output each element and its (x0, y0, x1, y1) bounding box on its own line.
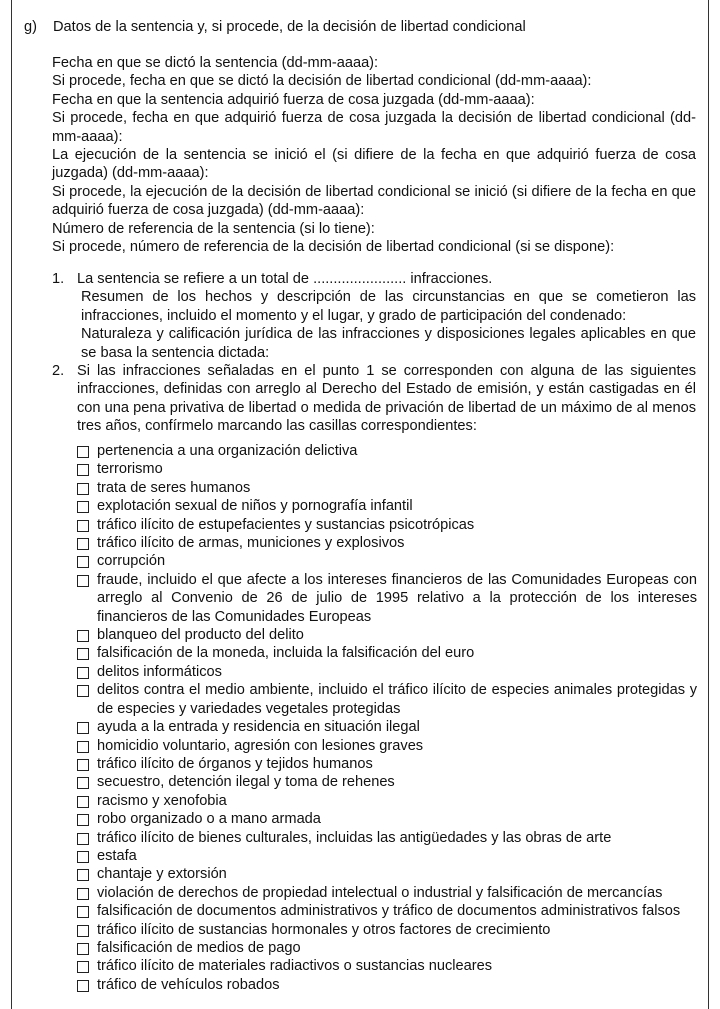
offence-label: robo organizado o a mano armada (97, 811, 321, 828)
item-text: Resumen de los hechos y descripción de las circunstancias en que se cometieron las infracciones, incluido el momento y el lugar, y grado de participación del condenado: (81, 289, 696, 324)
field-label: Número de referencia de la sentencia (si lo tiene): (52, 220, 375, 237)
offence-item (77, 902, 697, 920)
offence-label: homicidio voluntario, agresión con lesiones graves (97, 737, 424, 754)
offence-label: estafa (97, 847, 137, 864)
offence-label: falsificación de la moneda, incluida la falsificación del euro (97, 645, 475, 662)
item-text: Naturaleza y calificación jurídica de las infracciones y disposiciones legales aplicables en que se basa la sentencia dictada: (81, 326, 696, 361)
section-heading (24, 18, 526, 36)
offence-item (77, 755, 697, 773)
date-fields (52, 54, 696, 256)
checkbox[interactable] (77, 685, 89, 697)
checkbox[interactable] (77, 888, 89, 900)
field-label: Si procede, fecha en que adquirió fuerza de cosa juzgada la decisión de libertad condicional (dd-mm-aaaa): (52, 110, 696, 145)
offence-item (77, 479, 697, 497)
offence-label: tráfico ilícito de materiales radiactivos o sustancias nucleares (97, 958, 493, 975)
checkbox[interactable] (77, 980, 89, 992)
offence-label: ayuda a la entrada y residencia en situación ilegal (97, 719, 420, 736)
numbered-item (52, 270, 696, 362)
offence-label: delitos contra el medio ambiente, incluido el tráfico ilícito de especies animales protegidas y de especies y variedades vegetales protegidas (97, 682, 697, 717)
offence-label: tráfico ilícito de armas, municiones y explosivos (97, 535, 405, 552)
item-number: 2. (52, 363, 65, 380)
checkbox[interactable] (77, 814, 89, 826)
checkbox[interactable] (77, 483, 89, 495)
offence-label: racismo y xenofobia (97, 792, 227, 809)
offence-item (77, 792, 697, 810)
offence-label: tráfico ilícito de estupefacientes y sustancias psicotrópicas (97, 516, 475, 533)
offence-label: violación de derechos de propiedad intelectual o industrial y falsificación de mercancías (97, 884, 663, 901)
numbered-item (52, 362, 696, 436)
offence-label: trata de seres humanos (97, 479, 251, 496)
offence-item (77, 718, 697, 736)
numbered-items (52, 270, 696, 436)
offence-item (77, 442, 697, 460)
offence-item (77, 810, 697, 828)
offence-item (77, 534, 697, 552)
offence-label: secuestro, detención ilegal y toma de rehenes (97, 774, 395, 791)
checkbox[interactable] (77, 464, 89, 476)
checkbox[interactable] (77, 648, 89, 660)
checkbox[interactable] (77, 630, 89, 642)
offence-item (77, 957, 697, 975)
field-label: Fecha en que se dictó la sentencia (dd-mm-aaaa): (52, 55, 379, 71)
checkbox[interactable] (77, 520, 89, 532)
offence-item (77, 516, 697, 534)
offence-item (77, 460, 697, 478)
checkbox[interactable] (77, 906, 89, 918)
checkbox[interactable] (77, 501, 89, 513)
offence-item (77, 884, 697, 902)
checkbox[interactable] (77, 777, 89, 789)
checkbox[interactable] (77, 925, 89, 937)
item-text: La sentencia se refiere a un total de ....................... infracciones. (77, 271, 493, 287)
checkbox[interactable] (77, 833, 89, 845)
offence-item (77, 865, 697, 883)
offence-label: explotación sexual de niños y pornografía infantil (97, 498, 413, 515)
offence-item (77, 663, 697, 681)
offence-label: tráfico ilícito de bienes culturales, incluidas las antigüedades y las obras de arte (97, 829, 612, 846)
offence-label: falsificación de medios de pago (97, 939, 301, 956)
section-title: Datos de la sentencia y, si procede, de la decisión de libertad condicional (53, 19, 526, 35)
offence-label: blanqueo del producto del delito (97, 627, 304, 644)
offence-item (77, 626, 697, 644)
offence-label: fraude, incluido el que afecte a los intereses financieros de las Comunidades Europeas con arreglo al Convenio de 26 de julio de 1995 relativo a la protección de los intereses financieros de las Comunidades Europeas (97, 571, 697, 625)
checkbox[interactable] (77, 943, 89, 955)
offence-item (77, 921, 697, 939)
offence-label: tráfico de vehículos robados (97, 976, 280, 993)
checkbox[interactable] (77, 869, 89, 881)
offence-item (77, 644, 697, 662)
offence-label: terrorismo (97, 461, 163, 478)
checkbox[interactable] (77, 796, 89, 808)
field-label: Fecha en que la sentencia adquirió fuerza de cosa juzgada (dd-mm-aaaa): (52, 91, 535, 108)
field-label: La ejecución de la sentencia se inició el (si difiere de la fecha en que adquirió fuerza de cosa juzgada) (dd-mm-aaaa): (52, 147, 696, 182)
offence-item (77, 681, 697, 718)
checkbox[interactable] (77, 667, 89, 679)
checkbox[interactable] (77, 556, 89, 568)
checkbox[interactable] (77, 575, 89, 587)
field-label: Si procede, fecha en que se dictó la decisión de libertad condicional (dd-mm-aaaa): (52, 73, 592, 90)
offence-item (77, 847, 697, 865)
offence-label: tráfico ilícito de órganos y tejidos humanos (97, 755, 373, 772)
offence-item (77, 976, 697, 994)
field-label: Si procede, la ejecución de la decisión de libertad condicional se inició (si difiere de la fecha en que adquirió fuerza de cosa juzgada) (dd-mm-aaaa): (52, 183, 696, 219)
offence-item (77, 773, 697, 791)
section-label: g) (24, 19, 37, 35)
offence-item (77, 737, 697, 755)
checkbox[interactable] (77, 446, 89, 458)
checkbox[interactable] (77, 538, 89, 550)
offence-label: falsificación de documentos administrativos y tráfico de documentos administrativos falsos (97, 903, 681, 920)
checkbox[interactable] (77, 722, 89, 734)
checkbox[interactable] (77, 759, 89, 771)
offence-label: tráfico ilícito de sustancias hormonales y otros factores de crecimiento (97, 921, 551, 938)
checkbox[interactable] (77, 851, 89, 863)
offence-label: corrupción (97, 553, 166, 570)
offence-item (77, 829, 697, 847)
checkbox[interactable] (77, 961, 89, 973)
checkbox[interactable] (77, 741, 89, 753)
offence-label: delitos informáticos (97, 663, 222, 680)
offence-item (77, 497, 697, 515)
offence-checklist (77, 442, 697, 994)
item-number: 1. (52, 271, 65, 287)
item-text: Si las infracciones señaladas en el punto 1 se corresponden con alguna de las siguientes infracciones, definidas con arreglo al Derecho del Estado de emisión, y están castigadas en él con una pena privativa de libertad o medida de privación de libertad de un máximo de al menos tres años, confírmelo marcando las casillas correspondientes: (77, 363, 696, 435)
offence-item (77, 552, 697, 570)
field-label: Si procede, número de referencia de la decisión de libertad condicional (si se dispone): (52, 239, 615, 256)
offence-label: chantaje y extorsión (97, 866, 227, 883)
offence-item (77, 939, 697, 957)
offence-label: pertenencia a una organización delictiva (97, 443, 358, 459)
offence-item (77, 571, 697, 626)
